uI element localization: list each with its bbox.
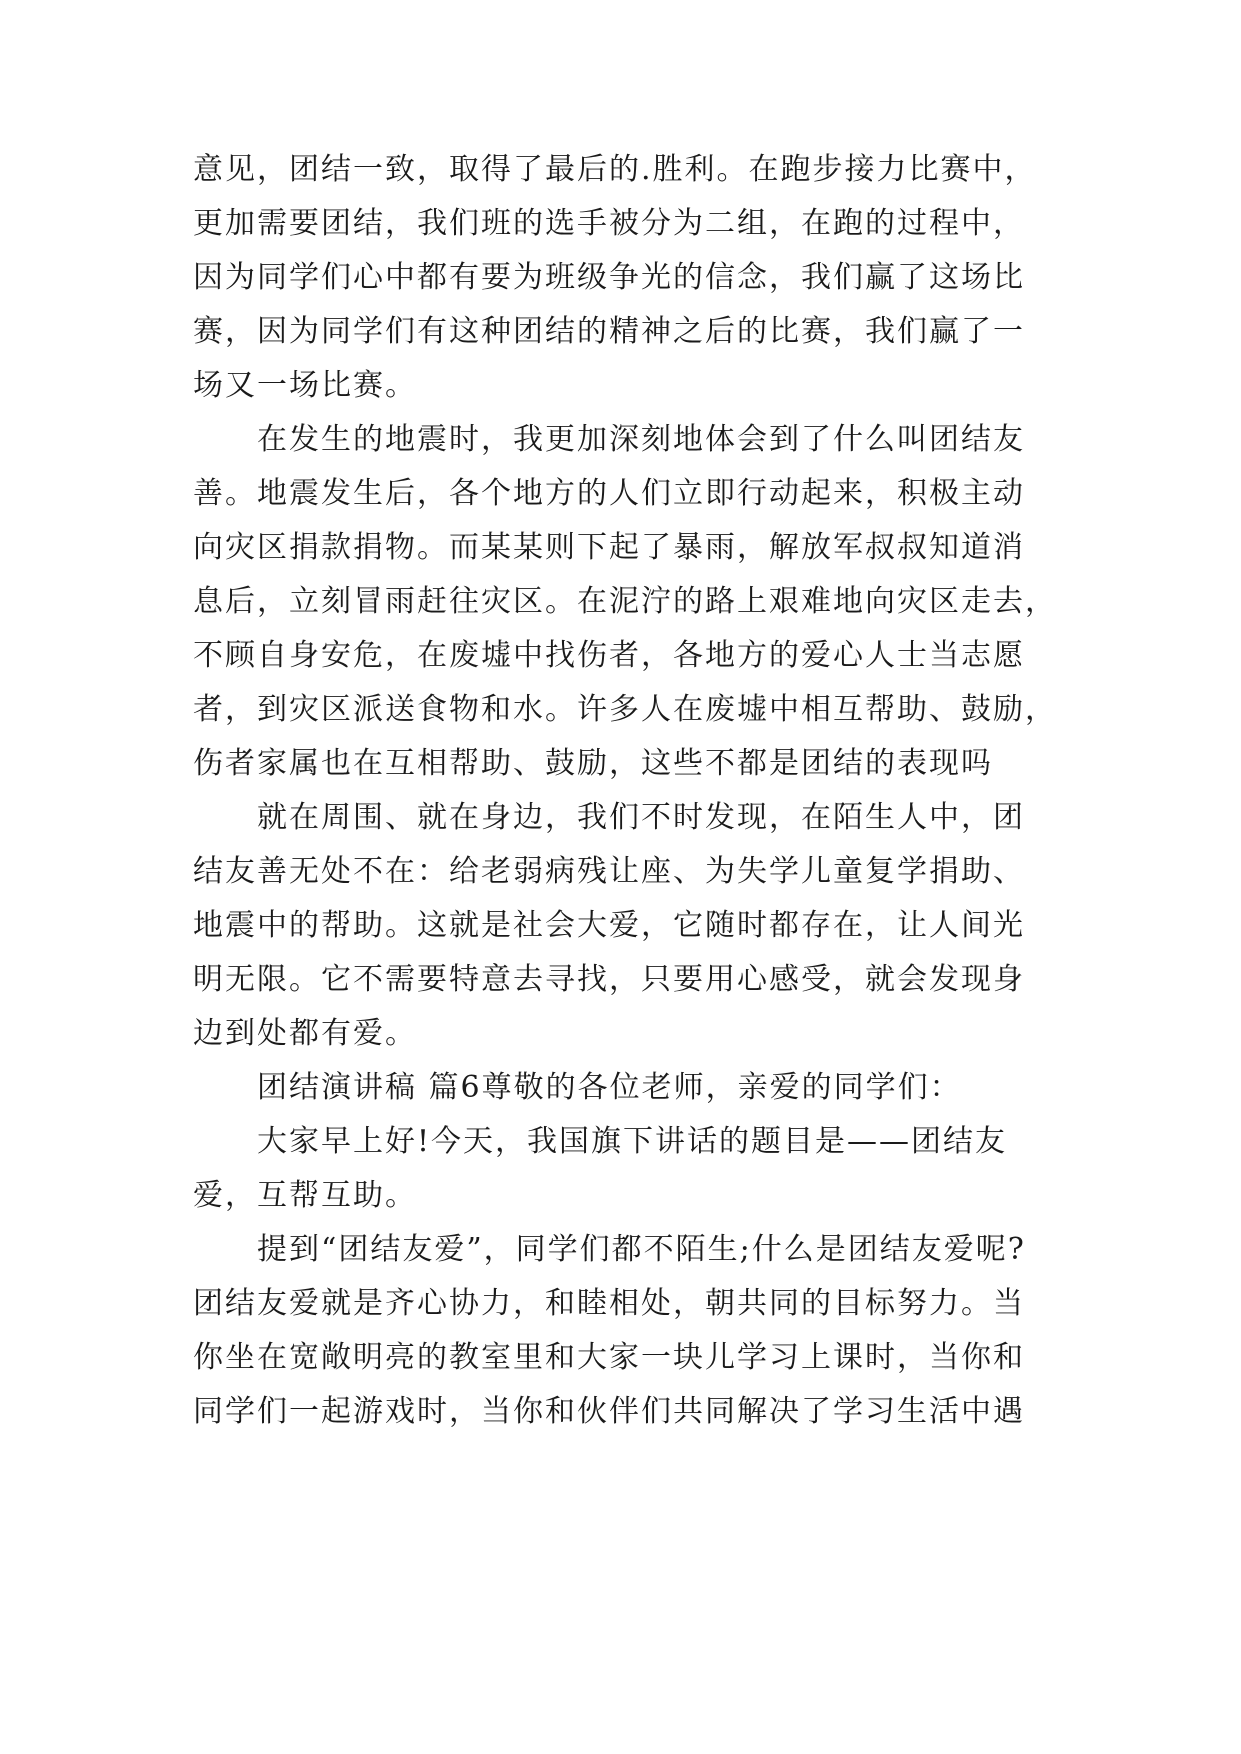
- text-line: 善。地震发生后，各个地方的人们立即行动起来，积极主动: [193, 476, 1025, 511]
- text-line: 伤者家属也在互相帮助、鼓励，这些不都是团结的表现吗: [193, 746, 993, 781]
- text-line: 边到处都有爱。: [193, 1016, 417, 1051]
- paragraph-start-line: 就在周围、就在身边，我们不时发现，在陌生人中，团: [257, 800, 1025, 835]
- paragraph-start-line: 提到“团结友爱”，同学们都不陌生;什么是团结友爱呢?: [257, 1232, 1026, 1267]
- text-line: 意见，团结一致，取得了最后的.胜利。在跑步接力比赛中，: [193, 152, 1037, 187]
- text-line: 场又一场比赛。: [193, 368, 417, 403]
- text-line: 同学们一起游戏时，当你和伙伴们共同解决了学习生活中遇: [193, 1394, 1025, 1429]
- text-line: 向灾区捐款捐物。而某某则下起了暴雨，解放军叔叔知道消: [193, 530, 1025, 565]
- paragraph-start-line: 大家早上好!今天，我国旗下讲话的题目是——团结友: [257, 1124, 1008, 1159]
- text-line: 地震中的帮助。这就是社会大爱，它随时都存在，让人间光: [193, 908, 1025, 943]
- document-body: [193, 143, 1073, 1439]
- text-line: 者，到灾区派送食物和水。许多人在废墟中相互帮助、鼓励，: [193, 692, 1057, 727]
- text-line: 因为同学们心中都有要为班级争光的信念，我们赢了这场比: [193, 260, 1025, 295]
- text-line: 息后，立刻冒雨赶往灾区。在泥泞的路上艰难地向灾区走去，: [193, 584, 1057, 619]
- text-line: 团结友爱就是齐心协力，和睦相处，朝共同的目标努力。当: [193, 1286, 1025, 1321]
- text-line: 更加需要团结，我们班的选手被分为二组，在跑的过程中，: [193, 206, 1025, 241]
- text-line: 爱，互帮互助。: [193, 1178, 417, 1213]
- text-line: 你坐在宽敞明亮的教室里和大家一块儿学习上课时，当你和: [193, 1340, 1025, 1375]
- section-heading-line: 团结演讲稿 篇6尊敬的各位老师，亲爱的同学们：: [257, 1070, 962, 1105]
- paragraph-start-line: 在发生的地震时，我更加深刻地体会到了什么叫团结友: [257, 422, 1025, 457]
- text-line: 结友善无处不在：给老弱病残让座、为失学儿童复学捐助、: [193, 854, 1025, 889]
- text-line: 不顾自身安危，在废墟中找伤者，各地方的爱心人士当志愿: [193, 638, 1025, 673]
- text-line: 明无限。它不需要特意去寻找，只要用心感受，就会发现身: [193, 962, 1025, 997]
- text-line: 赛，因为同学们有这种团结的精神之后的比赛，我们赢了一: [193, 314, 1025, 349]
